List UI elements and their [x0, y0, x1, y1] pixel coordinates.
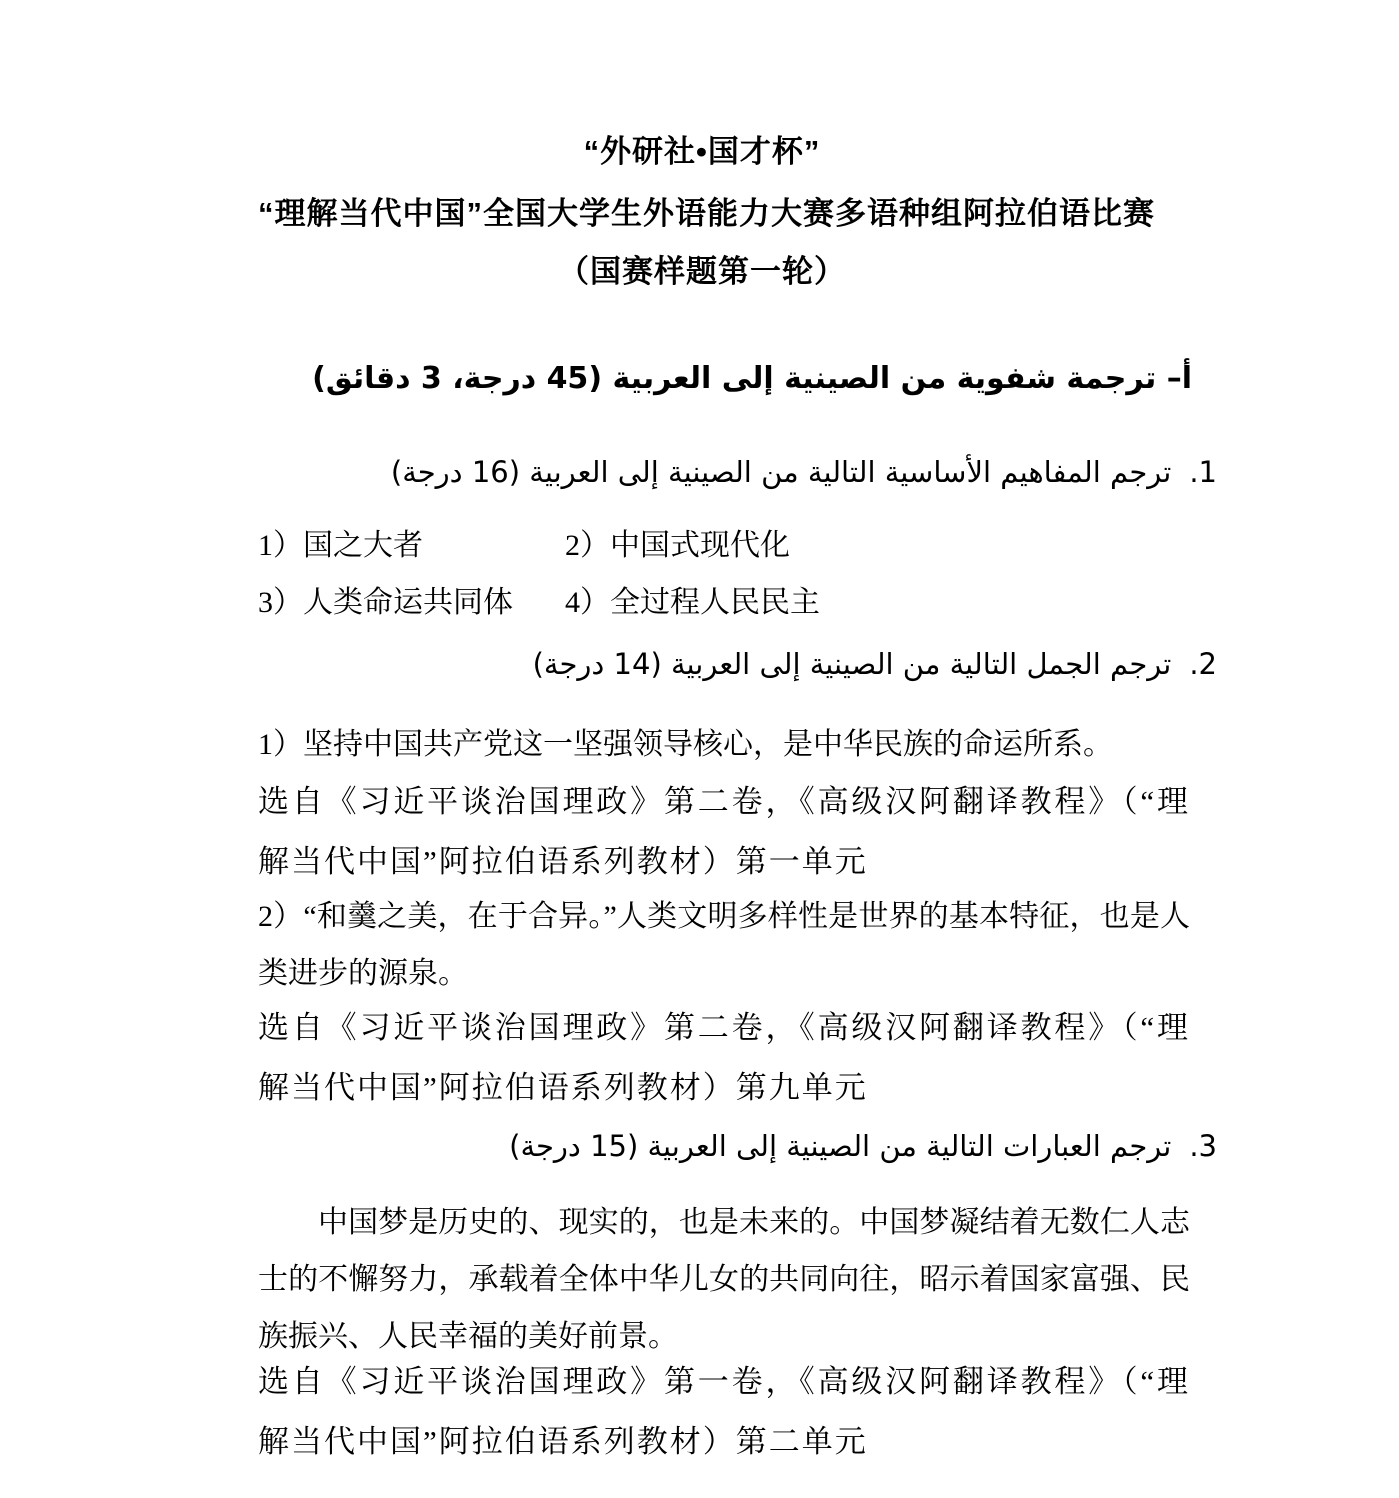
source-citation-2: 选自《习近平谈治国理政》第二卷，《高级汉阿翻译教程》（“理解当代中国”阿拉伯语系列教材）第九单元 [258, 1010, 1190, 1105]
task-3-instruction: ترجم العبارات التالية من الصينية إلى العربية (15 درجة) [509, 1129, 1172, 1163]
passage-paragraph: 中国梦是历史的、现实的，也是未来的。中国梦凝结着无数仁人志士的不懈努力，承载着全体中华儿女的共同向往，昭示着国家富强、民族振兴、人民幸福的美好前景。 [258, 1206, 1190, 1353]
concept-item-1: 1）国之大者 [258, 529, 423, 562]
task-3-heading-arabic [509, 1122, 1217, 1170]
task-1-number: 1. [1189, 455, 1217, 489]
task-2-instruction: ترجم الجمل التالية من الصينية إلى العربية (14 درجة) [532, 647, 1172, 681]
task-1-heading-arabic [391, 448, 1217, 496]
source-citation-3: 选自《习近平谈治国理政》第一卷，《高级汉阿翻译教程》（“理解当代中国”阿拉伯语系列教材）第二单元 [258, 1364, 1190, 1459]
sentence-1: 1）坚持中国共产党这一坚强领导核心，是中华民族的命运所系。 [258, 728, 1113, 761]
task-1-instruction: ترجم المفاهيم الأساسية التالية من الصينية إلى العربية (16 درجة) [390, 455, 1172, 489]
title-line-3: （国赛样题第一轮） [558, 254, 846, 289]
concepts-row-2 [258, 574, 820, 631]
task-3-number: 3. [1189, 1129, 1217, 1163]
concept-item-2: 2）中国式现代化 [565, 529, 790, 562]
concept-item-4: 4）全过程人民民主 [565, 586, 820, 619]
source-citation-1: 选自《习近平谈治国理政》第二卷，《高级汉阿翻译教程》（“理解当代中国”阿拉伯语系列教材）第一单元 [258, 784, 1190, 879]
title-line-1: “外研社•国才杯” [583, 134, 821, 169]
task-2-number: 2. [1189, 647, 1217, 681]
concepts-row-1 [258, 517, 790, 574]
section-a-heading-arabic: أ– ترجمة شفوية من الصينية إلى العربية (45 درجة، 3 دقائق) [312, 361, 1192, 396]
task-2-heading-arabic [533, 640, 1217, 688]
sentence-2: 2）“和羹之美，在于合异。”人类文明多样性是世界的基本特征，也是人类进步的源泉。 [258, 900, 1190, 990]
concept-item-3: 3）人类命运共同体 [258, 586, 513, 619]
title-line-2: “理解当代中国”全国大学生外语能力大赛多语种组阿拉伯语比赛 [258, 196, 1155, 231]
